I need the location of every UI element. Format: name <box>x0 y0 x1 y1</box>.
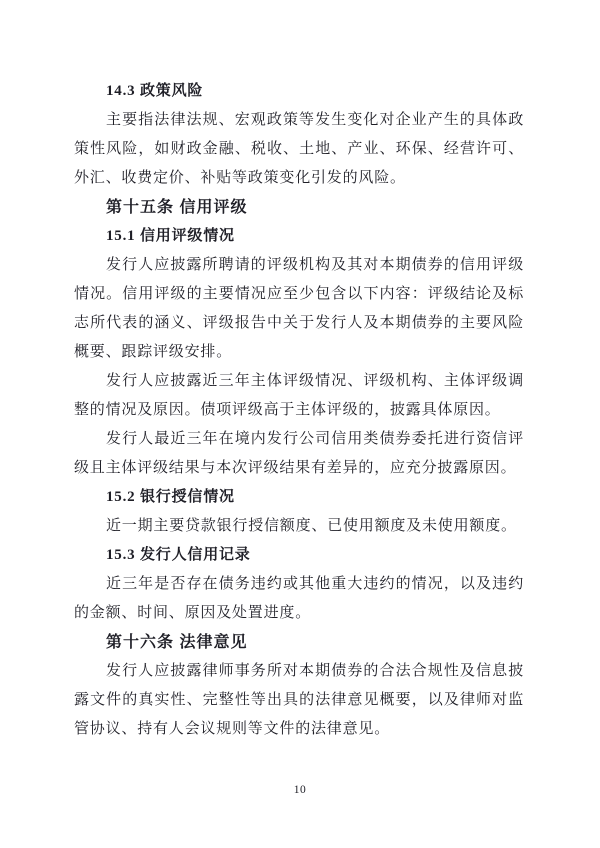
paragraph: 发行人应披露律师事务所对本期债券的合法合规性及信息披露文件的真实性、完整性等出具的法律意见概要，以及律师对监管协议、持有人会议规则等文件的法律意见。 <box>74 663 524 737</box>
paragraph: 发行人最近三年在境内发行公司信用类债券委托进行资信评级且主体评级结果与本次评级结果有差异的，应充分披露原因。 <box>74 431 524 476</box>
paragraph: 近三年是否存在债务违约或其他重大违约的情况，以及违约的金额、时间、原因及处置进度。 <box>74 576 524 621</box>
page-number: 10 <box>293 784 307 796</box>
paragraph: 主要指法律法规、宏观政策等发生变化对企业产生的具体政策性风险，如财政金融、税收、土地、产业、环保、经营许可、外汇、收费定价、补贴等政策变化引发的风险。 <box>74 112 524 186</box>
section-heading-15-3: 15.3 发行人信用记录 <box>106 547 251 563</box>
section-heading-15-1: 15.1 信用评级情况 <box>106 228 235 244</box>
paragraph: 发行人应披露近三年主体评级情况、评级机构、主体评级调整的情况及原因。债项评级高于主体评级的，披露具体原因。 <box>74 373 524 418</box>
section-heading-14-3: 14.3 政策风险 <box>106 83 204 99</box>
paragraph: 近一期主要贷款银行授信额度、已使用额度及未使用额度。 <box>106 518 517 534</box>
paragraph: 发行人应披露所聘请的评级机构及其对本期债券的信用评级情况。信用评级的主要情况应至少包含以下内容：评级结论及标志所代表的涵义、评级报告中关于发行人及本期债券的主要风险概要、跟踪评级安排。 <box>74 257 524 360</box>
chapter-heading-16: 第十六条 法律意见 <box>106 634 248 651</box>
section-heading-15-2: 15.2 银行授信情况 <box>106 489 235 505</box>
document-body <box>74 77 524 744</box>
chapter-heading-15: 第十五条 信用评级 <box>106 199 248 216</box>
